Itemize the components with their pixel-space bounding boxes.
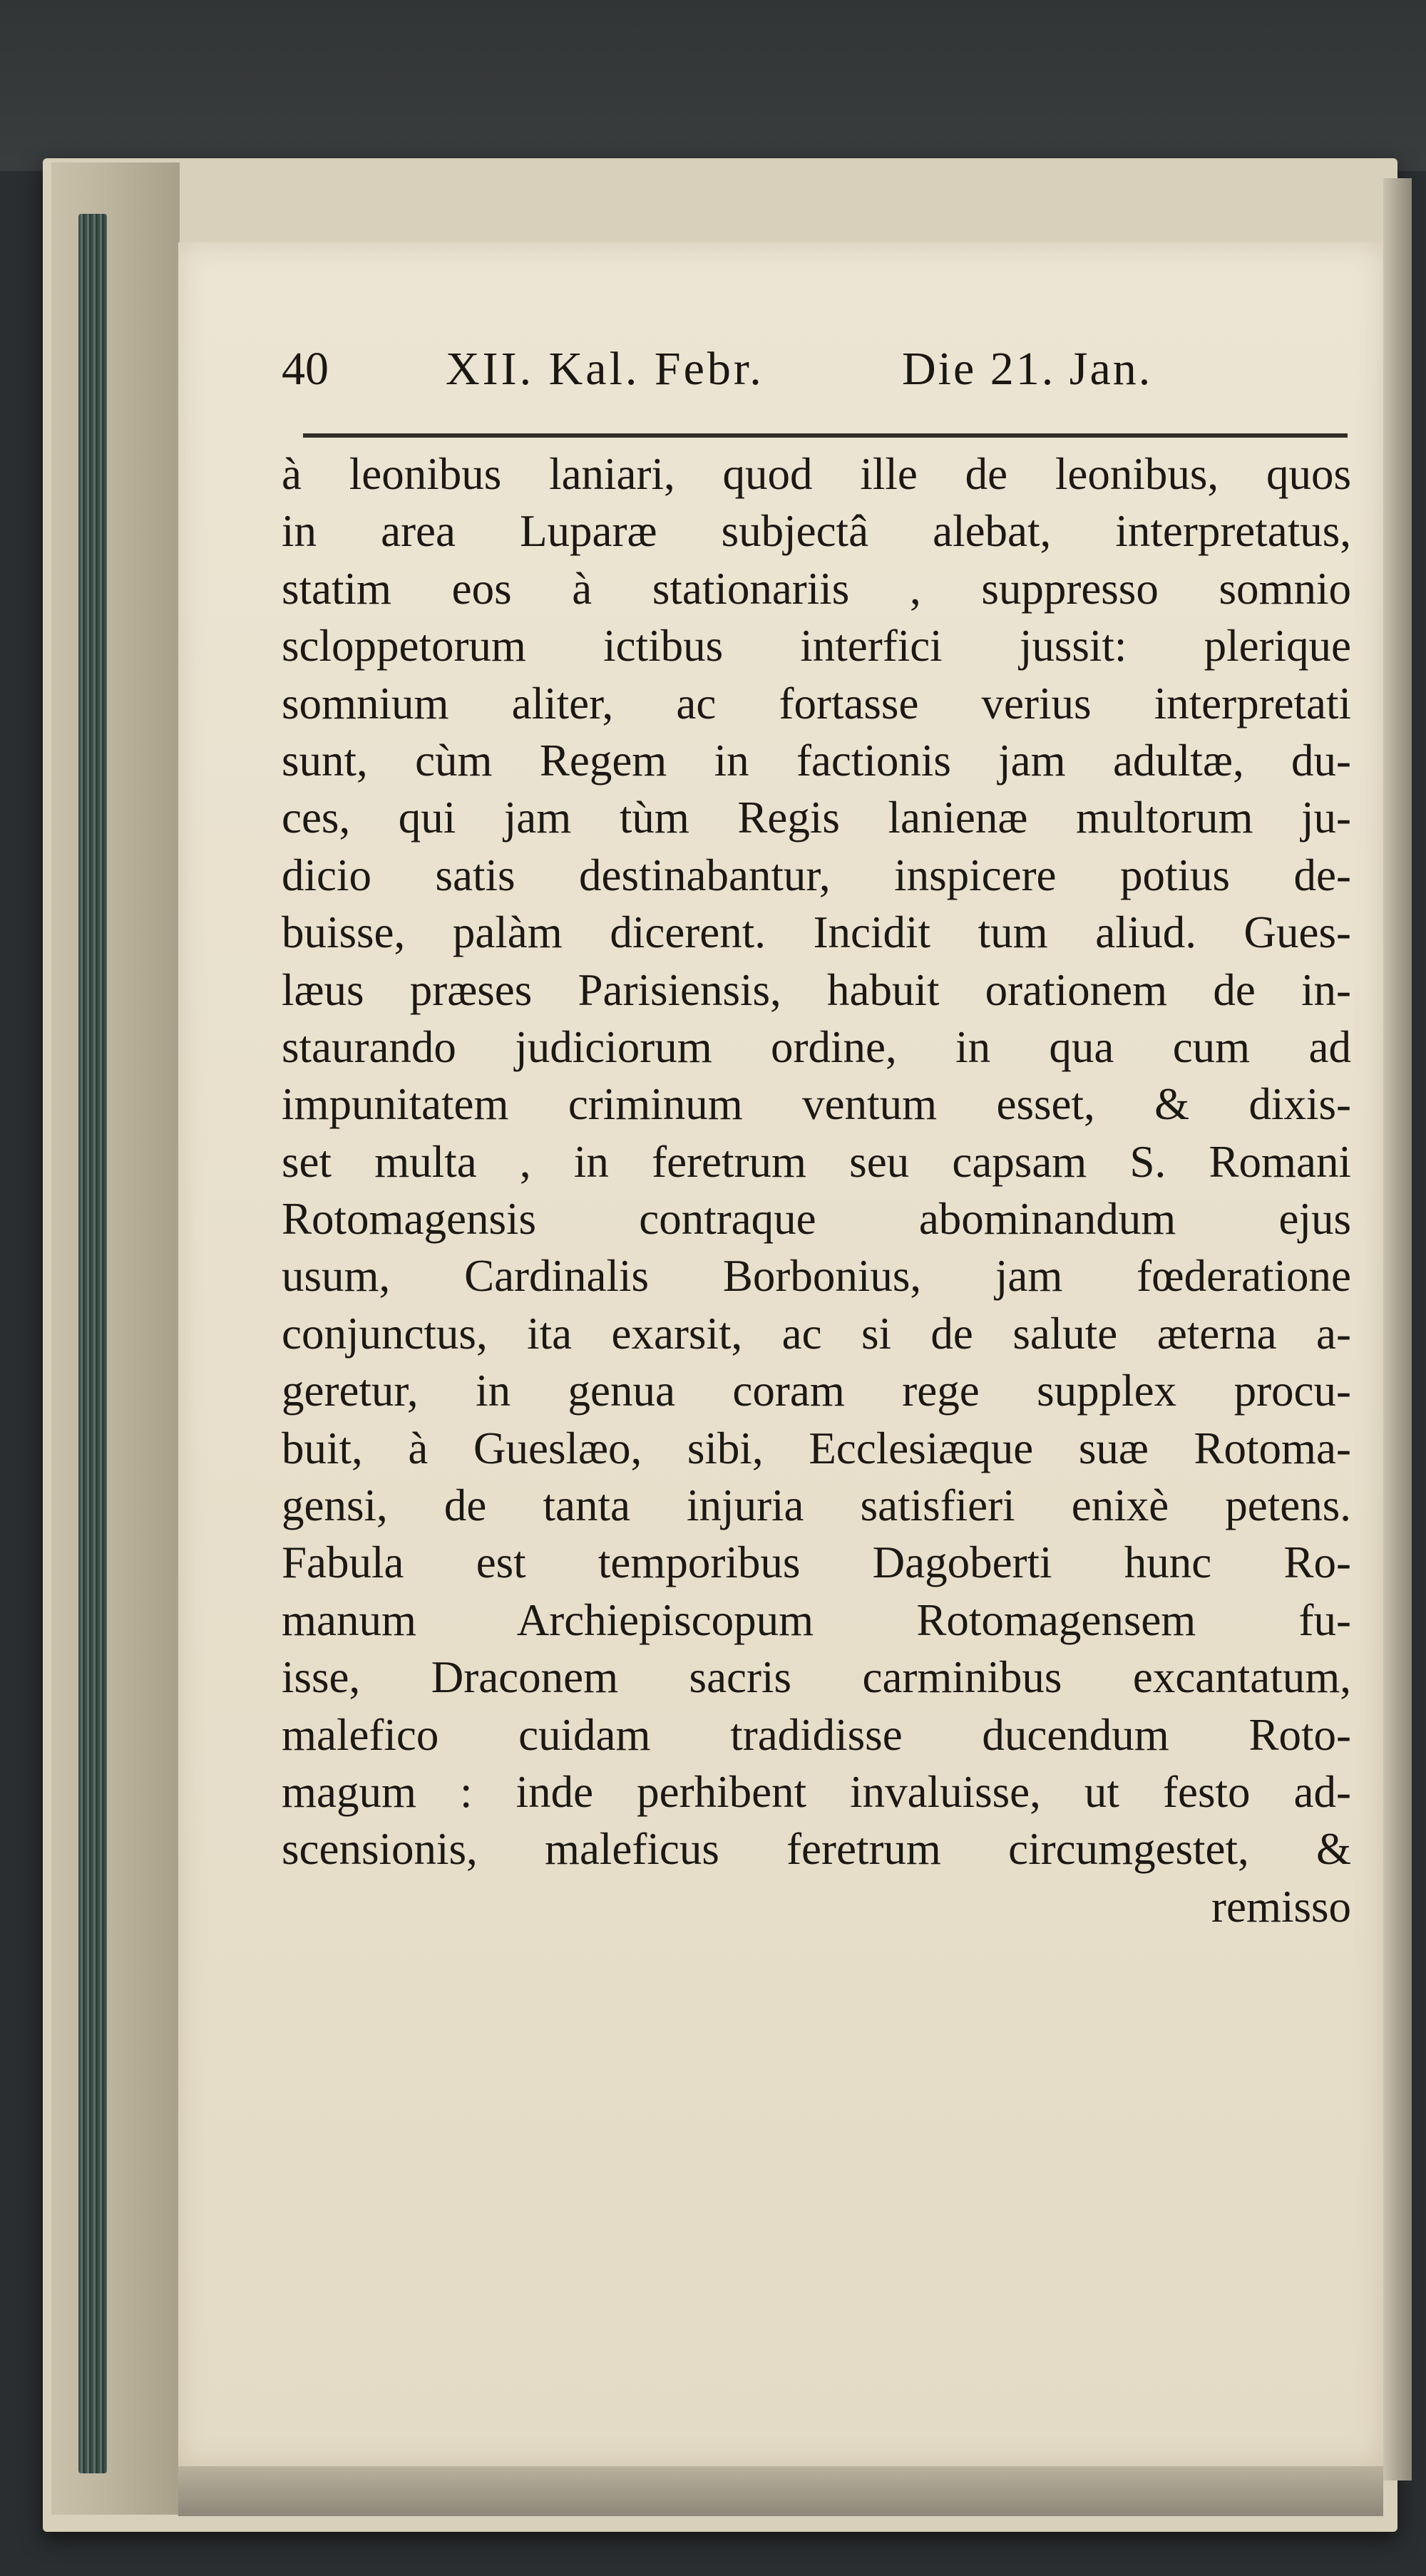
running-head-date: XII. Kal. Febr. [446, 343, 764, 395]
background [0, 0, 1426, 171]
text-line: somnium aliter, ac fortasse verius interpretati [282, 678, 1351, 728]
text-line: Rotomagensis contraque abominandum ejus [282, 1194, 1351, 1245]
bottom-page-edge [178, 2466, 1383, 2516]
running-head-day: Die 21. Jan. [902, 343, 1153, 395]
text-line: malefico cuidam tradidisse ducendum Roto- [282, 1709, 1351, 1760]
text-line: magum : inde perhibent invaluisse, ut festo ad- [282, 1766, 1351, 1817]
text-line: set multa , in feretrum seu capsam S. Romani [282, 1136, 1351, 1187]
right-page-edge [1383, 178, 1412, 2480]
page-block-edges [78, 214, 107, 2473]
text-line: impunitatem criminum ventum esset, & dixis- [282, 1079, 1351, 1130]
text-line: à leonibus laniari, quod ille de leonibus, quos [282, 449, 1351, 499]
text-line: manum Archiepiscopum Rotomagensem fu- [282, 1594, 1351, 1645]
text-line: Fabula est temporibus Dagoberti hunc Ro- [282, 1537, 1351, 1588]
text-line: conjunctus, ita exarsit, ac si de salute æterna a- [282, 1308, 1351, 1359]
page-number: 40 [282, 343, 329, 395]
text-line: dicio satis destinabantur, inspicere potius de- [282, 850, 1351, 900]
body-text [282, 445, 1351, 1935]
text-line: staurando judiciorum ordine, in qua cum ad [282, 1021, 1351, 1072]
text-line: buisse, palàm dicerent. Incidit tum aliud. Gues- [282, 907, 1351, 958]
text-line: gensi, de tanta injuria satisfieri enixè petens. [282, 1480, 1351, 1531]
text-line: isse, Draconem sacris carminibus excantatum, [282, 1652, 1351, 1703]
running-head [282, 342, 1351, 413]
text-line: scloppetorum ictibus interfici jussit: plerique [282, 621, 1351, 671]
text-line: statim eos à stationariis , suppresso somnio [282, 563, 1351, 614]
text-line: geretur, in genua coram rege supplex procu- [282, 1366, 1351, 1416]
book-cover-edge [51, 163, 180, 2515]
text-line: sunt, cùm Regem in factionis jam adultæ, du- [282, 735, 1351, 785]
text-line: in area Luparæ subjectâ alebat, interpretatus, [282, 506, 1351, 557]
text-line: læus præses Parisiensis, habuit orationem de in- [282, 964, 1351, 1015]
text-line: buit, à Gueslæo, sibi, Ecclesiæque suæ Rotoma- [282, 1423, 1351, 1473]
text-line: usum, Cardinalis Borbonius, jam fœderatione [282, 1251, 1351, 1302]
catchword: remisso [1211, 1881, 1351, 1932]
text-line: scensionis, maleficus feretrum circumgestet, & [282, 1824, 1351, 1875]
text-line: ces, qui jam tùm Regis lanienæ multorum ju- [282, 793, 1351, 843]
header-rule [303, 433, 1348, 438]
